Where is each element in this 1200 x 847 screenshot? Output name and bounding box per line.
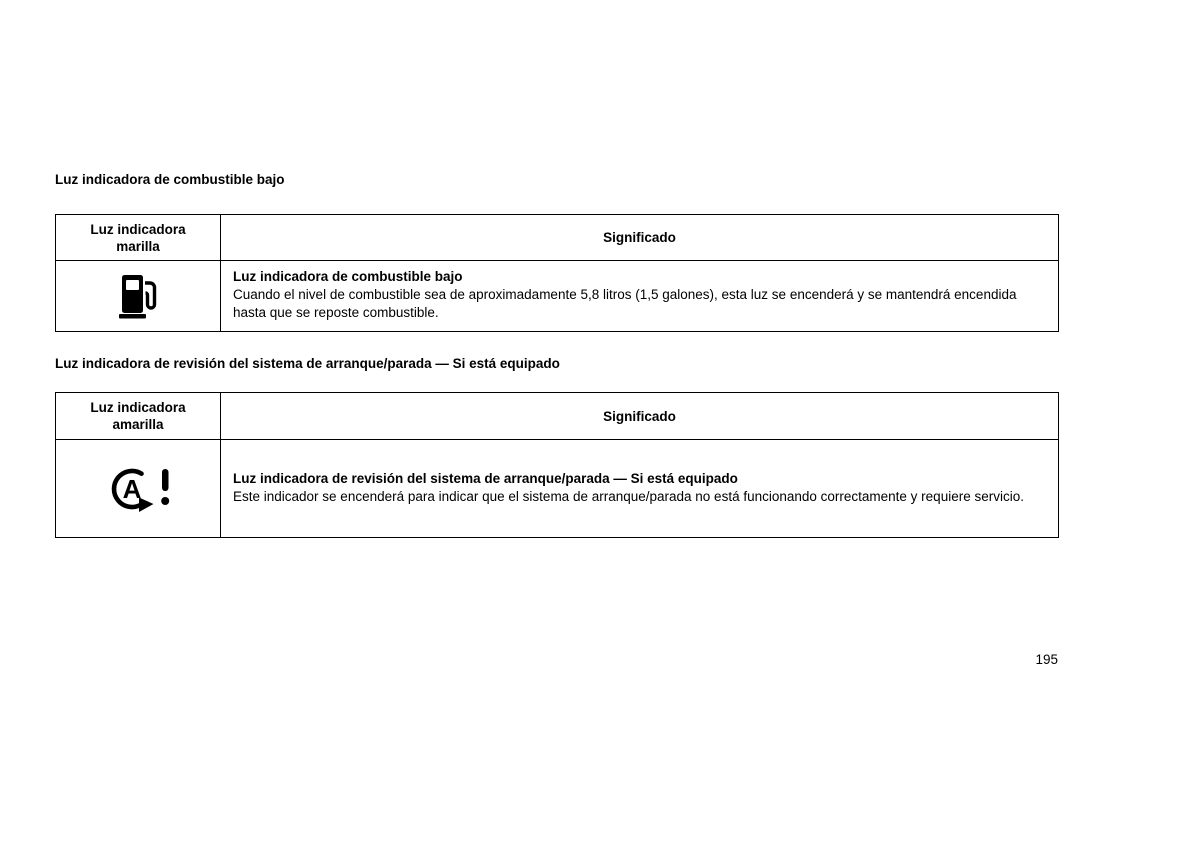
start-stop-indicator-table (55, 392, 1059, 538)
light-column-header (56, 215, 221, 261)
meaning-column-header: Significado (221, 215, 1059, 261)
section-heading-fuel: Luz indicadora de combustible bajo (55, 172, 285, 187)
table-header-row (56, 393, 1059, 440)
page-number: 195 (1035, 652, 1058, 667)
table-row (56, 440, 1059, 538)
start-stop-a-glyph: A (122, 473, 142, 504)
indicator-title: Luz indicadora de revisión del sistema de arranque/parada — Si está equipado (233, 470, 738, 486)
light-column-header-line2: marilla (116, 238, 160, 254)
indicator-description-cell (221, 440, 1059, 538)
fuel-pump-icon (119, 273, 157, 319)
light-column-header-line2: amarilla (112, 417, 164, 432)
light-column-header-line1: Luz indicadora (90, 400, 186, 415)
indicator-text: Este indicador se encenderá para indicar que el sistema de arranque/parada no está funcionando correctamente y requiere servicio. (233, 488, 1024, 504)
table-header-row (56, 215, 1059, 261)
light-column-header-line1: Luz indicadora (90, 221, 186, 237)
indicator-icon-cell (56, 440, 221, 538)
meaning-column-header: Significado (221, 393, 1059, 440)
start-stop-warning-icon (99, 461, 177, 517)
section-heading-start-stop: Luz indicadora de revisión del sistema de arranque/parada — Si está equipado (55, 356, 560, 371)
indicator-icon-cell (56, 261, 221, 332)
indicator-description-cell (221, 261, 1059, 332)
fuel-indicator-table (55, 214, 1059, 332)
manual-page-content (55, 172, 1059, 538)
indicator-title: Luz indicadora de combustible bajo (233, 269, 463, 284)
table-row (56, 261, 1059, 332)
indicator-text: Cuando el nivel de combustible sea de aproximadamente 5,8 litros (1,5 galones), esta luz se encenderá y se mantendrá encendida hasta que se reposte combustible. (233, 287, 1017, 320)
light-column-header (56, 393, 221, 440)
